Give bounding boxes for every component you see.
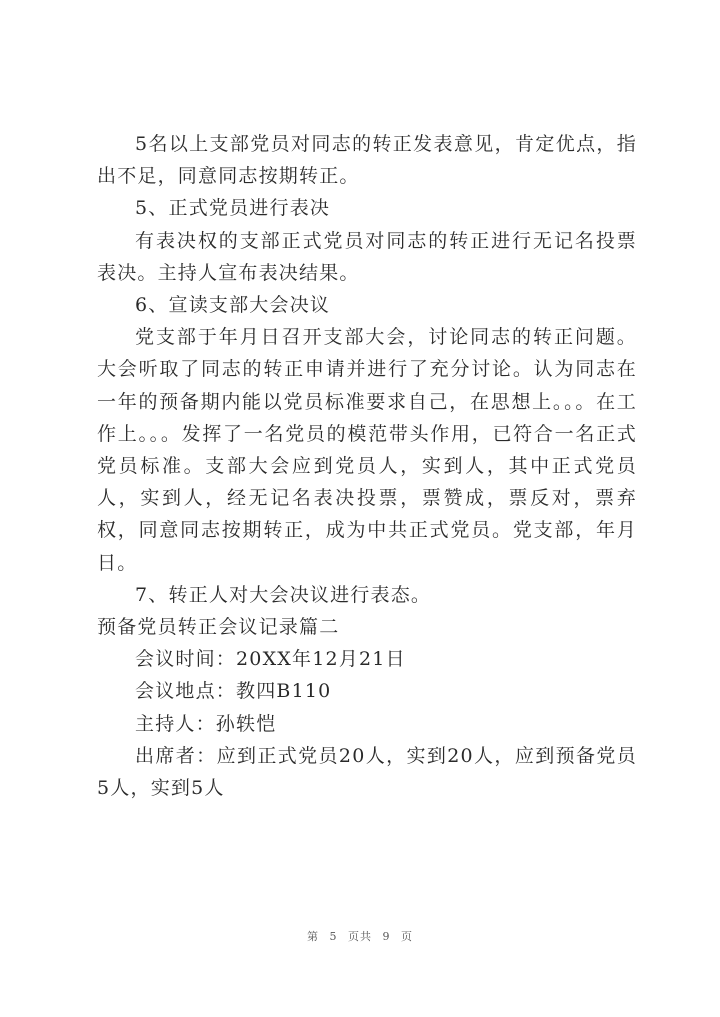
section-heading-vote: 5、正式党员进行表决 <box>135 197 331 220</box>
footer-total-pages: 9 <box>382 930 391 943</box>
footer-suffix: 页 <box>401 930 413 943</box>
document-body <box>97 128 637 804</box>
section-heading-statement: 7、转正人对大会决议进行表态。 <box>135 583 432 606</box>
meeting-time: 会议时间：20XX年12月21日 <box>135 648 406 671</box>
document-section-title: 预备党员转正会议记录篇二 <box>97 616 340 639</box>
paragraph-resolution: 党支部于年月日召开支部大会，讨论同志的转正问题。大会听取了同志的转正申请并进行了充分讨论。认为同志在一年的预备期内能以党员标准要求自己，在思想上。。。在工作上。。。发挥了一名党员的模范带头作用，已符合一名正式党员标准。支部大会应到党员人，实到人，其中正式党员人，实到人，经无记名表决投票，票赞成，票反对，票弃权，同意同志按期转正，成为中共正式党员。党支部，年月日。 <box>97 326 637 574</box>
footer-current-page: 5 <box>329 930 338 943</box>
footer-prefix: 第 <box>307 930 319 943</box>
page-number-footer <box>0 928 720 944</box>
footer-middle: 页共 <box>348 930 372 943</box>
meeting-attendees: 出席者：应到正式党员20人，实到20人，应到预备党员5人，实到5人 <box>97 744 637 800</box>
section-heading-resolution: 6、宣读支部大会决议 <box>135 294 331 317</box>
meeting-host: 主持人：孙轶恺 <box>135 712 277 735</box>
paragraph-transfer-opinions: 5名以上支部党员对同志的转正发表意见，肯定优点，指出不足，同意同志按期转正。 <box>97 133 637 188</box>
paragraph-vote: 有表决权的支部正式党员对同志的转正进行无记名投票表决。主持人宣布表决结果。 <box>97 229 637 284</box>
meeting-location: 会议地点：教四B110 <box>135 680 332 703</box>
